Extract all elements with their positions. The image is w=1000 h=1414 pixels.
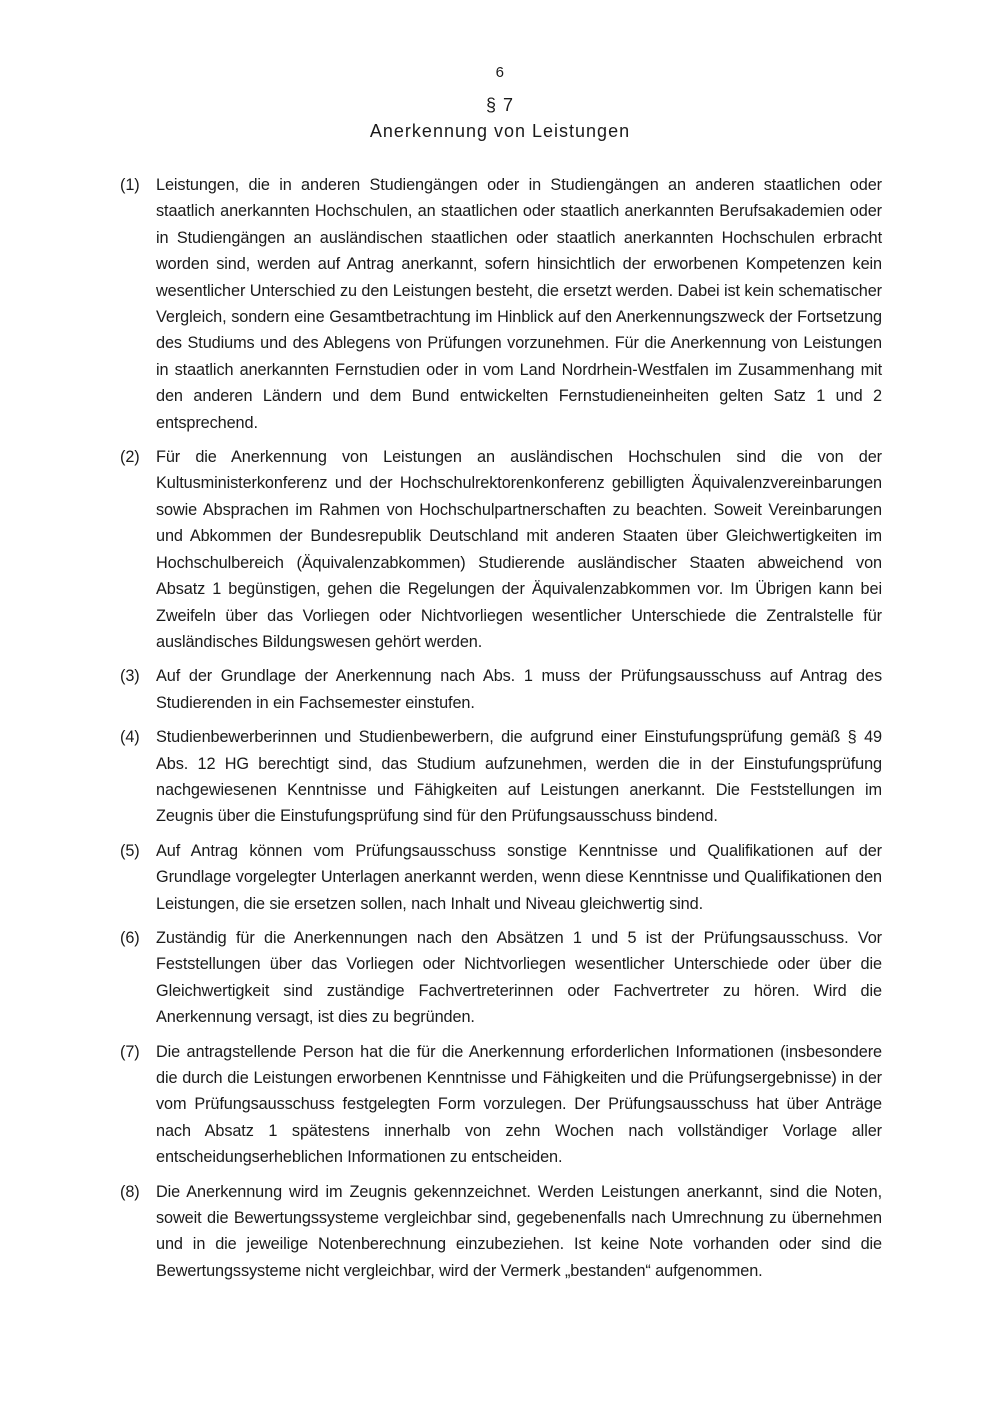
paragraph-text: Für die Anerkennung von Leistungen an ausländischen Hochschulen sind die von der Kultusministerkonferenz und der Hochschulrektorenkonferenz gebilligten Äquivalenzvereinbarungen sowie Absprachen im Rahmen von Hochschulpartnerschaften zu beachten. Soweit Vereinbarungen und Abkommen der Bundesrepublik Deutschland mit anderen Staaten über Gleichwertigkeiten im Hochschulbereich (Äquivalenzabkommen) Studierende ausländischer Staaten abweichend von Absatz 1 begünstigen, gehen die Regelungen der Äquivalenzabkommen vor. Im Übrigen kann bei Zweifeln über das Vorliegen oder Nichtvorliegen wesentlicher Unterschiede die Zentralstelle für ausländisches Bildungswesen gehört werden. (156, 448, 882, 651)
paragraph-number: (1) (120, 176, 140, 194)
section-number: § 7 (485, 95, 515, 115)
paragraph-8 (120, 1179, 882, 1285)
paragraph-5 (120, 838, 882, 917)
paragraph-number: (8) (120, 1182, 140, 1201)
paragraph-number: (4) (120, 728, 140, 747)
paragraph-text: Die Anerkennung wird im Zeugnis gekennzeichnet. Werden Leistungen anerkannt, sind die Noten, soweit die Bewertungssysteme vergleichbar sind, gegebenenfalls nach Umrechnung zu übernehmen und in die jeweilige Notenberechnung einzubeziehen. Ist keine Note vorhanden oder sind die Bewertungssysteme nicht vergleichbar, wird der Vermerk „bestanden“ aufgenommen. (156, 1182, 882, 1280)
paragraph-text: Auf Antrag können vom Prüfungsausschuss sonstige Kenntnisse und Qualifikationen auf der Grundlage vorgelegter Unterlagen anerkannt werden, wenn diese Kenntnisse und Qualifikationen den Leistungen, die sie ersetzen sollen, nach Inhalt und Niveau gleichwertig sind. (156, 841, 882, 913)
paragraph-text: Leistungen, die in anderen Studiengängen oder in Studiengängen an anderen staatlichen oder staatlich anerkannten Hochschulen, an staatlichen oder staatlich anerkannten Berufsakademien oder in Studiengängen an ausländischen staatlichen oder staatlich anerkannten Hochschulen erbracht worden sind, werden auf Antrag anerkannt, sofern hinsichtlich der erworbenen Kompetenzen kein wesentlicher Unterschied zu den Leistungen besteht, die ersetzt werden. Dabei ist kein schematischer Vergleich, sondern eine Gesamtbetrachtung im Hinblick auf den Anerkennungszweck der Fortsetzung des Studiums und des Ablegens von Prüfungen vorzunehmen. Für die Anerkennung von Leistungen in staatlich anerkannten Fernstudien oder in vom Land Nordrhein-Westfalen im Zusammenhang mit den anderen Ländern und dem Bund entwickelten Fernstudieneinheiten gelten Satz 1 und 2 entsprechend. (156, 176, 882, 432)
paragraph-number: (3) (120, 667, 140, 686)
paragraph-3 (120, 663, 882, 716)
paragraph-1 (120, 172, 882, 436)
paragraph-text: Zuständig für die Anerkennungen nach den Absätzen 1 und 5 ist der Prüfungsausschuss. Vor Feststellungen über das Vorliegen oder Nichtvorliegen wesentlicher Unterschiede oder über die Gleichwertigkeit sind zuständige Fachvertreterinnen oder Fachvertreter zu hören. Wird die Anerkennung versagt, ist dies zu begründen. (156, 928, 882, 1027)
paragraph-number: (5) (120, 841, 140, 860)
paragraph-7 (120, 1039, 882, 1171)
paragraph-6 (120, 925, 882, 1031)
paragraph-2 (120, 444, 882, 655)
paragraph-number: (7) (120, 1042, 140, 1061)
paragraph-text: Studienbewerberinnen und Studienbewerbern, die aufgrund einer Einstufungsprüfung gemäß § 49 Abs. 12 HG berechtigt sind, das Studium aufzunehmen, werden die in der Einstufungsprüfung nachgewiesenen Kenntnisse und Fähigkeiten auf Leistungen anerkannt. Die Feststellungen im Zeugnis über die Einstufungsprüfung sind für den Prüfungsausschuss bindend. (156, 728, 882, 826)
paragraph-number: (6) (120, 928, 140, 947)
paragraph-text: Die antragstellende Person hat die für die Anerkennung erforderlichen Informationen (insbesondere die durch die Leistungen erworbenen Kenntnisse und Fähigkeiten und die Prüfungsergebnisse) in der vom Prüfungsausschuss festgelegten Form vorzulegen. Der Prüfungsausschuss hat über Anträge nach Absatz 1 spätestens innerhalb von zehn Wochen nach vollständiger Vorlage aller entscheidungserheblichen Informationen zu entscheiden. (156, 1042, 882, 1167)
paragraph-number: (2) (120, 448, 140, 467)
paragraph-list (120, 172, 882, 1292)
page-number: 6 (495, 64, 505, 81)
paragraph-4 (120, 724, 882, 830)
section-title: Anerkennung von Leistungen (369, 121, 631, 141)
paragraph-text: Auf der Grundlage der Anerkennung nach Abs. 1 muss der Prüfungsausschuss auf Antrag des Studierenden in ein Fachsemester einstufen. (156, 667, 882, 712)
